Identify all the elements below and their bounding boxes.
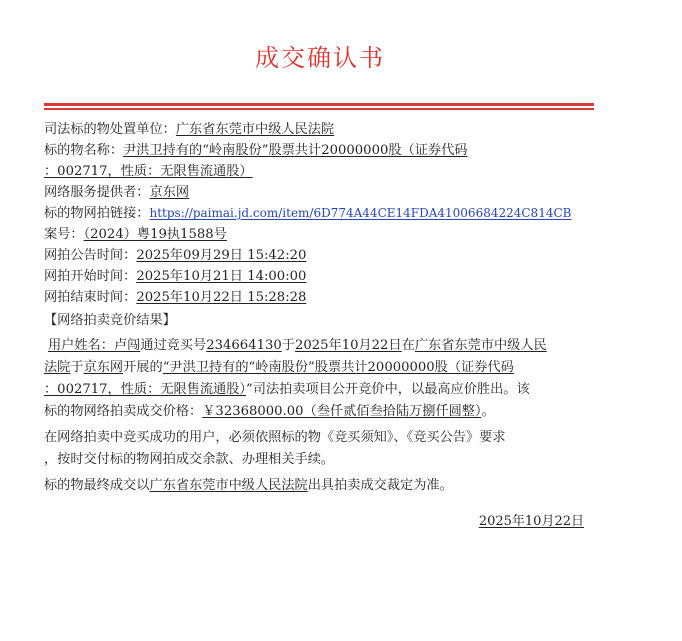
disposal-unit-value: 广东省东莞市中级人民法院 [175, 122, 335, 137]
document-title: 成交确认书 [255, 44, 385, 72]
end-label: 网拍结束时间： [44, 290, 137, 305]
result-text: ” [246, 382, 253, 397]
provider-label: 网络服务提供者： [44, 185, 150, 200]
auction-item-cont: ：002717，性质：无限售流通股） [44, 382, 246, 397]
item-name-row [44, 140, 592, 161]
item-name-value: 尹洪卫持有的“岭南股份”股票共计20000000股（证券代码 [123, 143, 468, 158]
notice-line: ，按时交付标的物网拍成交余款、办理相关手续。 [44, 452, 335, 467]
provider-row [44, 182, 592, 203]
start-row [44, 266, 592, 287]
notice-line: 在网络拍卖中竞买成功的用户，必须依照标的物《竞买须知》、《竞买公告》要求 [44, 430, 506, 445]
item-name-label: 标的物名称： [44, 143, 124, 158]
link-row [44, 203, 592, 224]
announce-row [44, 245, 592, 266]
final-court: 广东省东莞市中级人民法院 [149, 478, 308, 493]
price-value: ￥32368000.00 [202, 404, 304, 419]
disposal-unit-label: 司法标的物处置单位： [44, 122, 176, 137]
item-name-value-cont: ：002717，性质：无限售流通股） [44, 164, 253, 179]
court-name-cont: 法院 [44, 360, 71, 375]
document-body [44, 119, 592, 497]
result-heading: 【网络拍卖竞价结果】 [44, 313, 176, 328]
user-label: 用户姓名： [48, 338, 114, 353]
user-name: 卢闯 [113, 338, 141, 353]
result-paragraph [44, 335, 592, 423]
final-text: 出具拍卖成交裁定为准。 [307, 478, 453, 493]
price-words: （叁仟贰佰叁拾陆万捌仟圆整） [303, 404, 482, 419]
start-value: 2025年10月21日 14:00:00 [136, 269, 307, 284]
end-row [44, 287, 592, 308]
item-name-row-cont [44, 161, 592, 182]
result-text: 于 [281, 338, 295, 353]
court-name: 广东省东莞市中级人民 [414, 338, 547, 353]
case-value: （2024）粤19执1588号 [83, 227, 227, 242]
signature-date: 2025年10月22日 [478, 514, 584, 529]
result-text: 在 [401, 338, 415, 353]
case-label: 案号： [44, 227, 84, 242]
disposal-unit-row [44, 119, 592, 140]
result-text: 开展的 [123, 360, 163, 375]
header-rule-thick [44, 103, 594, 106]
final-paragraph [44, 475, 592, 497]
final-text: 标的物最终成交以 [44, 478, 150, 493]
bid-number: 234664130 [206, 338, 282, 353]
result-text: 于 [70, 360, 84, 375]
header-rule-thin [44, 108, 594, 110]
start-label: 网拍开始时间： [44, 269, 137, 284]
case-row [44, 224, 592, 245]
announce-label: 网拍公告时间： [44, 248, 137, 263]
deal-date: 2025年10月22日 [294, 338, 402, 353]
auction-link[interactable]: https://paimai.jd.com/item/6D774A44CE14FDA41006684224C814CB [149, 206, 572, 220]
result-text: 。 [481, 404, 495, 419]
provider-value: 京东网 [149, 185, 190, 200]
result-text: 司法拍卖项目公开竞价中，以最高应价胜出。该 [252, 382, 530, 397]
link-label: 标的物网拍链接： [44, 206, 150, 221]
announce-value: 2025年09月29日 15:42:20 [136, 248, 307, 263]
end-value: 2025年10月22日 15:28:28 [136, 290, 307, 305]
notice-paragraph [44, 427, 592, 471]
platform-name: 京东网 [83, 360, 124, 375]
auction-item: “尹洪卫持有的“岭南股份”股票共计20000000股（证券代码 [162, 360, 514, 375]
result-text: 通过竞买号 [140, 338, 207, 353]
price-label: 标的物网络拍卖成交价格： [44, 404, 203, 419]
